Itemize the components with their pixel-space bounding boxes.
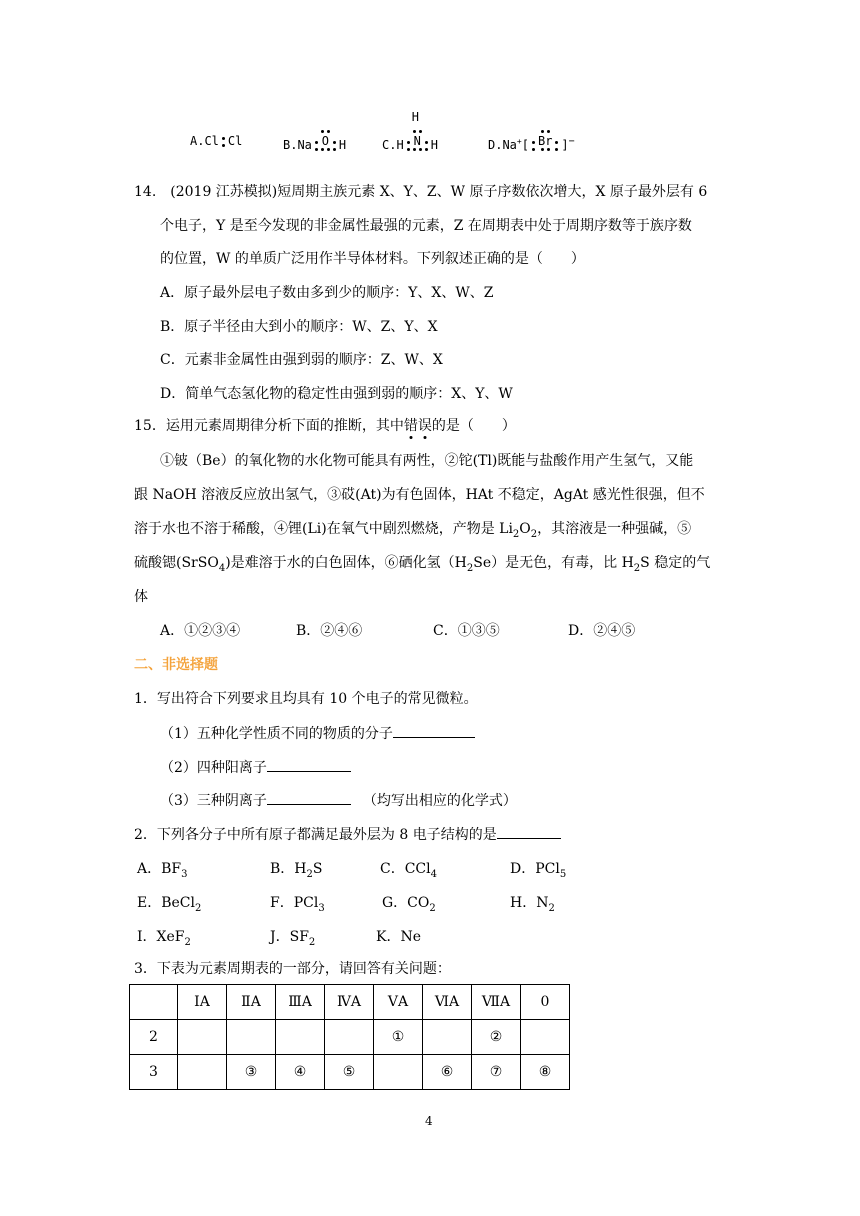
nq2-option-j <box>270 926 315 948</box>
q15-option-b: B．②④⑥ <box>296 623 363 639</box>
table-cell: ⅥA <box>423 985 472 1020</box>
text: E．BeCl <box>137 895 195 911</box>
subscript: 2 <box>633 562 641 574</box>
table-cell: ⅠA <box>178 985 227 1020</box>
table-cell: 3 <box>130 1055 178 1090</box>
subscript: 2 <box>306 868 313 880</box>
q14-line: 14. (2019 江苏模拟)短周期主族元素 X、Y、Z、W 原子序数依次增大，X 原子最外层有 6 <box>134 184 708 200</box>
q13-option-a <box>190 134 242 148</box>
text: 15．运用元素周期律分析下面的推断，其中 <box>134 418 404 434</box>
electron-pair-dots <box>321 130 330 134</box>
answer-blank[interactable] <box>393 723 475 738</box>
text: D．PCl <box>510 861 560 877</box>
q13-option-b <box>283 134 346 156</box>
nq2-option-f <box>270 892 325 914</box>
electron-pair-dots <box>413 148 422 152</box>
table-cell: ⅢA <box>276 985 325 1020</box>
table-cell: 0 <box>521 985 570 1020</box>
text: （3）三种阴离子 <box>160 793 267 809</box>
option-label: D. <box>488 138 503 152</box>
table-cell <box>423 1020 472 1055</box>
nq1-stem: 1．写出符合下列要求且均具有 10 个电子的常见微粒。 <box>134 691 478 707</box>
table-cell <box>227 1020 276 1055</box>
text: 溶于水也不溶于稀酸，④锂(Li)在氧气中剧烈燃烧，产物是 Li <box>134 521 513 537</box>
page-number: 4 <box>425 1114 433 1128</box>
atom-symbol: O <box>321 134 330 148</box>
table-cell <box>521 1020 570 1055</box>
text: ，其溶液是一种强碱，⑤ <box>537 521 692 537</box>
lewis-atom <box>321 130 330 152</box>
electron-pair-dots <box>332 140 337 152</box>
nq1-part1 <box>160 723 475 743</box>
nq2-option-c <box>380 858 437 880</box>
text: 2．下列各分子中所有原子都满足最外层为 8 电子结构的是 <box>134 827 497 843</box>
emphasis-text: 错 <box>403 418 418 434</box>
table-cell <box>178 1055 227 1090</box>
q13-option-d <box>488 134 575 156</box>
periodic-table-excerpt <box>129 984 570 1090</box>
option-label: C. <box>382 138 397 152</box>
electron-pair-dots <box>541 148 550 152</box>
q14-option-c: C．元素非金属性由强到弱的顺序：Z、W、X <box>160 352 443 368</box>
q14-line: 个电子，Y 是至今发现的非金属性最强的元素，Z 在周期表中处于周期序数等于族序数 <box>160 218 692 234</box>
text: C．CCl <box>380 861 431 877</box>
q14-option-b: B．原子半径由大到小的顺序：W、Z、Y、X <box>160 319 438 335</box>
nq2-option-g <box>382 892 436 914</box>
subscript: 2 <box>530 528 538 540</box>
table-cell: ⅣA <box>325 985 374 1020</box>
table-cell <box>178 1020 227 1055</box>
q15-option-c: C．①③⑤ <box>433 623 500 639</box>
nq2-option-h <box>510 892 555 914</box>
nq2-option-k: K．Ne <box>376 929 421 945</box>
atom-symbol: H <box>430 138 438 152</box>
table-cell: ⑥ <box>423 1055 472 1090</box>
electron-pair-dots <box>554 140 559 152</box>
table-cell: ⅦA <box>472 985 521 1020</box>
text: （2）四种阳离子 <box>160 760 267 776</box>
electron-pair-dots <box>321 148 330 152</box>
nq3-stem: 3．下表为元素周期表的一部分，请回答有关问题： <box>134 961 451 977</box>
atom-symbol: Na <box>502 138 517 152</box>
atom-symbol: H <box>396 138 404 152</box>
electron-pair-dots <box>221 136 226 148</box>
text: G．CO <box>382 895 430 911</box>
section-heading: 二、非选择题 <box>134 657 218 673</box>
electron-pair-dots <box>541 130 550 134</box>
atom-symbol: N <box>413 134 421 148</box>
q15-line: 跟 NaOH 溶液反应放出氢气，③砹(At)为有色固体，HAt 不稳定，AgAt 感光性很强，但不 <box>134 487 705 503</box>
q14-option-a: A．原子最外层电子数由多到少的顺序：Y、X、W、Z <box>160 285 494 301</box>
table-cell: 2 <box>130 1020 178 1055</box>
subscript: 2 <box>184 936 191 948</box>
q15-option-a: A．①②③④ <box>160 623 241 639</box>
answer-blank[interactable] <box>267 790 351 805</box>
nq2-option-a <box>137 858 188 880</box>
subscript: 4 <box>218 562 226 574</box>
table-cell <box>276 1020 325 1055</box>
nq1-part2 <box>160 757 351 777</box>
option-label: B. <box>283 138 298 152</box>
q15-line: ①铍（Be）的氧化物的水化物可能具有两性，②铊(Tl)既能与盐酸作用产生氢气，又能 <box>160 453 694 469</box>
text: S <box>312 861 323 877</box>
electron-pair-dots <box>406 140 411 152</box>
q14-line: 的位置，W 的单质广泛用作半导体材料。下列叙述正确的是（ ） <box>160 251 585 267</box>
nq1-part3 <box>160 790 517 810</box>
lewis-atom <box>411 110 422 152</box>
emphasis-text: 误 <box>417 418 432 434</box>
atom-symbol: Cl <box>227 134 243 148</box>
text: J．SF <box>270 929 309 945</box>
charge-sign: − <box>568 136 575 147</box>
text: O <box>519 521 531 537</box>
table-cell <box>325 1020 374 1055</box>
text: 的是（ ） <box>431 418 516 434</box>
answer-blank[interactable] <box>267 757 351 772</box>
table-cell: ⑤ <box>325 1055 374 1090</box>
table-header-row <box>130 985 570 1020</box>
table-cell: ⅤA <box>374 985 423 1020</box>
q15-line <box>134 518 691 540</box>
option-label: A. <box>190 134 205 148</box>
table-cell: ③ <box>227 1055 276 1090</box>
nq2-option-e <box>137 892 201 914</box>
text: )是难溶于水的白色固体，⑥硒化氢（H <box>225 555 467 571</box>
subscript: 3 <box>181 868 188 880</box>
nq2-stem <box>134 824 561 844</box>
bracket: [ <box>521 138 529 152</box>
q13-option-c <box>382 110 438 156</box>
text: B．H <box>270 861 307 877</box>
charge-sign: + <box>516 137 522 146</box>
subscript: 4 <box>430 868 437 880</box>
atom-symbol: H <box>411 110 419 124</box>
nq2-option-i <box>137 926 191 948</box>
atom-symbol: H <box>338 138 347 152</box>
answer-blank[interactable] <box>497 824 561 839</box>
atom-symbol: Cl <box>204 134 219 148</box>
table-cell: ④ <box>276 1055 325 1090</box>
table-cell: ⑦ <box>472 1055 521 1090</box>
text: 硫酸锶(SrSO <box>134 555 219 571</box>
electron-pair-dots <box>424 140 429 152</box>
subscript: 2 <box>512 528 520 540</box>
subscript: 5 <box>559 868 567 880</box>
subscript: 3 <box>318 902 325 914</box>
table-cell: ⑧ <box>521 1055 570 1090</box>
atom-symbol: Na <box>297 138 312 152</box>
text: I．XeF <box>137 929 185 945</box>
electron-pair-dots <box>413 130 422 134</box>
subscript: 2 <box>548 902 555 914</box>
lewis-atom <box>538 130 552 152</box>
nq2-option-d <box>510 858 566 880</box>
q15-line <box>134 552 710 574</box>
q15-option-d: D．②④⑤ <box>568 623 636 639</box>
q13-choices <box>190 110 590 156</box>
text: S 稳定的气 <box>640 555 711 571</box>
atom-symbol: Br <box>537 134 553 148</box>
text: H．N <box>510 895 549 911</box>
electron-pair-dots <box>314 140 319 152</box>
subscript: 2 <box>466 562 474 574</box>
q15-line <box>134 415 516 435</box>
table-cell <box>374 1055 423 1090</box>
q15-line: 体 <box>134 589 148 605</box>
subscript: 2 <box>429 902 436 914</box>
note-text: （均写出相应的化学式） <box>362 793 517 809</box>
subscript: 2 <box>308 936 316 948</box>
text: F．PCl <box>270 895 319 911</box>
nq2-option-b <box>270 858 322 880</box>
bracket: ] <box>561 138 569 152</box>
text: （1）五种化学性质不同的物质的分子 <box>160 726 393 742</box>
text: A．BF <box>137 861 182 877</box>
text: Se）是无色，有毒，比 H <box>473 555 634 571</box>
table-cell: ⅡA <box>227 985 276 1020</box>
table-row <box>130 1020 570 1055</box>
q14-option-d: D．简单气态氢化物的稳定性由强到弱的顺序：X、Y、W <box>160 386 513 402</box>
table-cell: ② <box>472 1020 521 1055</box>
subscript: 2 <box>194 902 202 914</box>
electron-pair-dots <box>531 140 536 152</box>
table-row <box>130 1055 570 1090</box>
table-cell <box>130 985 178 1020</box>
table-cell: ① <box>374 1020 423 1055</box>
